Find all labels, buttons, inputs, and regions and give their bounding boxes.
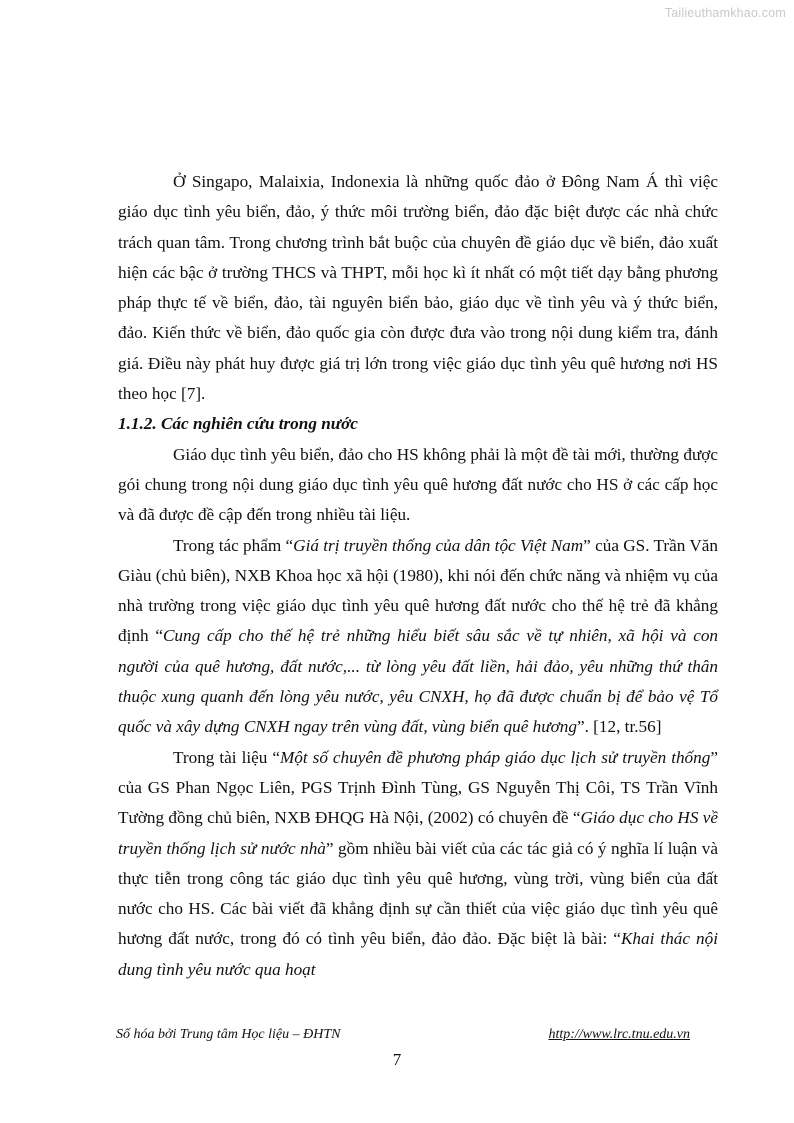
section-heading: 1.1.2. Các nghiên cứu trong nước: [118, 414, 358, 434]
watermark: Tailieuthamkhao.com: [664, 6, 786, 20]
text-run: Trong tác phẩm “: [173, 535, 294, 555]
footer-credit: Số hóa bởi Trung tâm Học liệu – ĐHTN: [116, 1027, 341, 1042]
text-run: ”. [12, tr.56]: [576, 717, 662, 737]
page-body: [118, 167, 718, 985]
text-run: ” của GS. Trần Văn Giàu (chủ biên), NXB Khoa học xã hội (1980), khi nói đến chức năng và nhiệm vụ của nhà trường trong việc giáo dục tình yêu quê hương đất nước cho thế hệ trẻ đã khẳng định “: [118, 535, 718, 646]
page-footer: [116, 1027, 690, 1043]
page-number: 7: [392, 1050, 402, 1069]
text-run: ” của GS Phan Ngọc Liên, PGS Trịnh Đình Tùng, GS Nguyễn Thị Côi, TS Trần Vĩnh Tường đồng chủ biên, NXB ĐHQG Hà Nội, (2002) có chuyên đề “: [118, 747, 718, 828]
italic-title: Giá trị truyền thống của dân tộc Việt Nam: [293, 535, 584, 555]
text-run: Trong tài liệu “: [173, 747, 280, 767]
italic-title: Khai thác nội dung tình yêu nước qua hoạt: [118, 929, 719, 979]
italic-title: Giáo dục cho HS về truyền thống lịch sử nước nhà: [118, 808, 718, 858]
paragraph-2: Giáo dục tình yêu biển, đảo cho HS không phải là một đề tài mới, thường được gói chung trong nội dung giáo dục tình yêu quê hương đất nước cho HS ở các cấp học và đã được đề cập đến trong nhiều tài liệu.: [118, 444, 718, 525]
italic-quote: Cung cấp cho thế hệ trẻ những hiểu biết sâu sắc về tự nhiên, xã hội và con người của quê hương, đất nước,... từ lòng yêu đất liền, hải đảo, yêu những thứ thân thuộc xung quanh đến lòng yêu nước, yêu CNXH, họ đã được chuẩn bị để bảo vệ Tổ quốc và xây dựng CNXH ngay trên vùng đất, vùng biển quê hương: [118, 626, 719, 737]
footer-link[interactable]: http://www.lrc.tnu.edu.vn: [548, 1027, 690, 1042]
paragraph-4: [118, 743, 718, 985]
text-run: ” gồm nhiều bài viết của các tác giả có ý nghĩa lí luận và thực tiễn trong công tác giáo dục tình yêu quê hương, vùng trời, vùng biển của đất nước cho HS. Các bài viết đã khẳng định sự cần thiết của việc giáo dục tình yêu quê hương đất nước, trong đó có tình yêu biển, đảo đảo. Đặc biệt là bài: “: [118, 838, 718, 949]
italic-title: Một số chuyên đề phương pháp giáo dục lịch sử truyền thống: [279, 747, 711, 767]
paragraph-1: Ở Singapo, Malaixia, Indonexia là những quốc đảo ở Đông Nam Á thì việc giáo dục tình yêu biển, đảo, ý thức môi trường biển, đảo đặc biệt được các nhà chức trách quan tâm. Trong chương trình bắt buộc của chuyên đề giáo dục về biển, đảo xuất hiện các bậc ở trường THCS và THPT, mỗi học kì ít nhất có một tiết dạy bằng phương pháp thực tế về biển, đảo, tài nguyên biển bảo, giáo dục về tình yêu và ý thức biển, đảo. Kiến thức về biển, đảo quốc gia còn được đưa vào trong nội dung kiểm tra, đánh giá. Điều này phát huy được giá trị lớn trong việc giáo dục tình yêu quê hương nơi HS theo học [7].: [118, 172, 718, 404]
paragraph-3: [118, 531, 718, 743]
